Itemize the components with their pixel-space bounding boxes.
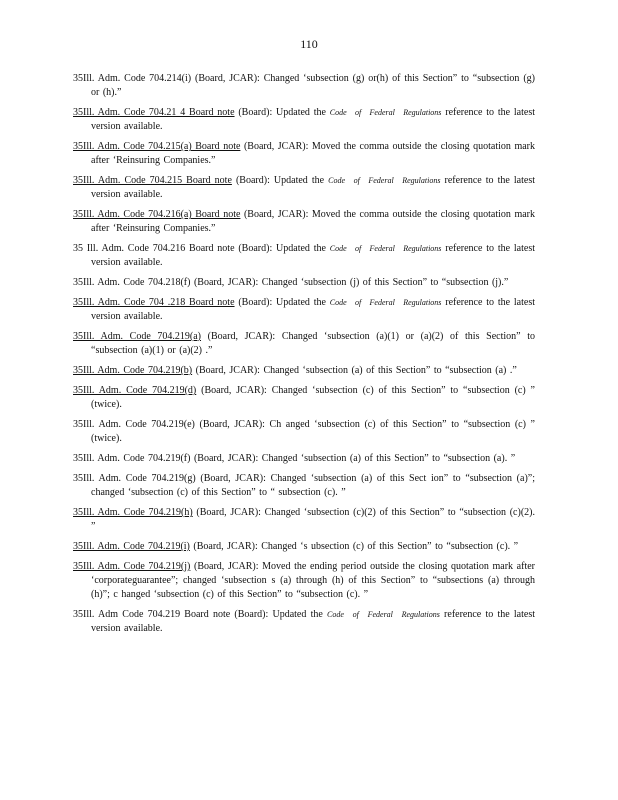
code-citation: 35Ill. Adm. Code 704.219(i) — [73, 541, 190, 552]
amendment-entry — [73, 560, 535, 602]
code-citation: 35Ill. Adm. Code 704.215(a) Board note — [73, 141, 241, 152]
cfr-title: Code of Federal Regulations — [328, 176, 441, 185]
code-citation: 35Ill. Adm. Code 704.219(g) — [73, 473, 196, 484]
amendment-entry — [73, 140, 535, 168]
code-citation: 35Ill. Adm. Code 704.21 4 Board note — [73, 107, 235, 118]
amendment-text: (Board): Updated the — [234, 243, 330, 254]
amendment-text: (Board, JCAR): Changed ‘subsection (c) of this Section” to “subsection (c) ” (twice). — [91, 385, 535, 410]
page-number: 110 — [300, 37, 318, 51]
code-citation: 35Ill. Adm. Code 704.219(b) — [73, 365, 193, 376]
code-citation: 35Ill. Adm. Code 704.219(h) — [73, 507, 193, 518]
amendment-text: (Board, JCAR): Moved the ending period outside the closing quotation mark after ‘corporateguarantee”; changed ‘subsection s (a) through (h) of this Section” to “subsections (a) through (h)”; c hanged ‘subsection (c) of this Section” to “subsection (c). ” — [91, 561, 535, 600]
amendment-entry — [73, 296, 535, 324]
cfr-title: Code of Federal Regulations — [327, 610, 440, 619]
code-citation: 35Ill. Adm. Code 704.219(a) — [73, 331, 202, 342]
code-citation: 35Ill. Adm. Code 704 .218 Board note — [73, 297, 235, 308]
amendment-entry — [73, 472, 535, 500]
amendment-text: (Board): Updated the — [234, 297, 330, 308]
amendment-entry — [73, 72, 535, 100]
amendment-entry — [73, 418, 535, 446]
amendment-text: (Board, JCAR): Changed ‘subsection (a) of this Section” to “subsection (a). ” — [190, 453, 516, 464]
amendment-entry — [73, 106, 535, 134]
amendment-entry — [73, 174, 535, 202]
amendment-entry — [73, 364, 535, 378]
cfr-title: Code of Federal Regulations — [329, 298, 442, 307]
amendment-entry — [73, 540, 535, 554]
amendment-text: (Board, JCAR): Ch anged ‘subsection (c) of this Section” to “subsection (c) ” (twice). — [91, 419, 535, 444]
amendment-entry — [73, 242, 535, 270]
amendment-text: Board note (Board): Updated the — [180, 609, 328, 620]
amendment-text: (Board, JCAR): Changed ‘subsection (g) or(h) of this Section” to “subsection (g) or (h).” — [91, 73, 535, 98]
amendment-entry — [73, 208, 535, 236]
amendment-text: (Board): Updated the — [234, 107, 330, 118]
amendment-text: (Board, JCAR): Changed ‘s ubsection (c) of this Section” to “subsection (c). ” — [189, 541, 519, 552]
amendment-text: (Board, JCAR): Changed ‘subsection (c)(2) of this Section” to “subsection (c)(2). ” — [91, 507, 535, 532]
code-citation: 35 Ill. Adm. Code 704.216 Board note — [73, 243, 235, 254]
amendment-entry — [73, 608, 535, 636]
code-citation: 35Ill. Adm. Code 704.215 Board note — [73, 175, 232, 186]
code-citation: 35Ill. Adm. Code 704.219(f) — [73, 453, 191, 464]
code-citation: 35Ill. Adm. Code 704.218(f) — [73, 277, 191, 288]
amendment-entry — [73, 506, 535, 534]
amendment-entry — [73, 384, 535, 412]
amendment-text-tail: reference to the latest version available. — [91, 107, 535, 132]
cfr-title: Code of Federal Regulations — [329, 244, 442, 253]
cfr-title: Code of Federal Regulations — [329, 108, 442, 117]
amendment-text-tail: reference to the latest version available. — [91, 243, 535, 268]
amendment-text: (Board, JCAR): Moved the comma outside the closing quotation mark after ‘Reinsuring Companies.” — [91, 141, 535, 166]
amendment-entry — [73, 276, 535, 290]
amendment-text-tail: reference to the latest version available. — [91, 175, 535, 200]
amendment-text: (Board, JCAR): Changed ‘subsection (j) of this Section” to “subsection (j).” — [190, 277, 509, 288]
amendment-entry — [73, 452, 535, 466]
code-citation: 35Ill. Adm. Code 704.219(j) — [73, 561, 191, 572]
amendment-entry — [73, 330, 535, 358]
code-citation: 35Ill. Adm. Code 704.216(a) Board note — [73, 209, 241, 220]
amendment-text: (Board, JCAR): Changed ‘subsection (a) of this Section” to “subsection (a) .” — [192, 365, 517, 376]
amendment-text-tail: reference to the latest version available. — [91, 609, 535, 634]
amendment-text: (Board, JCAR): Moved the comma outside the closing quotation mark after ‘Reinsuring Companies.” — [91, 209, 535, 234]
amendment-text: (Board, JCAR): Changed ‘subsection (a)(1) or (a)(2) of this Section” to “subsection (a)(1) or (a)(2) .” — [91, 331, 535, 356]
code-citation: 35Ill. Adm. Code 704.219(e) — [73, 419, 195, 430]
amendment-text: (Board, JCAR): Changed ‘subsection (a) of this Sect ion” to “subsection (a)”; changed ‘subsection (c) of this Section” to “ subsection (c). ” — [91, 473, 535, 498]
code-citation: 35Ill. Adm. Code 704.219(d) — [73, 385, 197, 396]
amendment-text: (Board): Updated the — [231, 175, 329, 186]
amendment-list — [73, 72, 535, 642]
code-citation: 35Ill. Adm Code 704.219 — [73, 609, 181, 620]
code-citation: 35Ill. Adm. Code 704.214(i) — [73, 73, 192, 84]
amendment-text-tail: reference to the latest version available. — [91, 297, 535, 322]
